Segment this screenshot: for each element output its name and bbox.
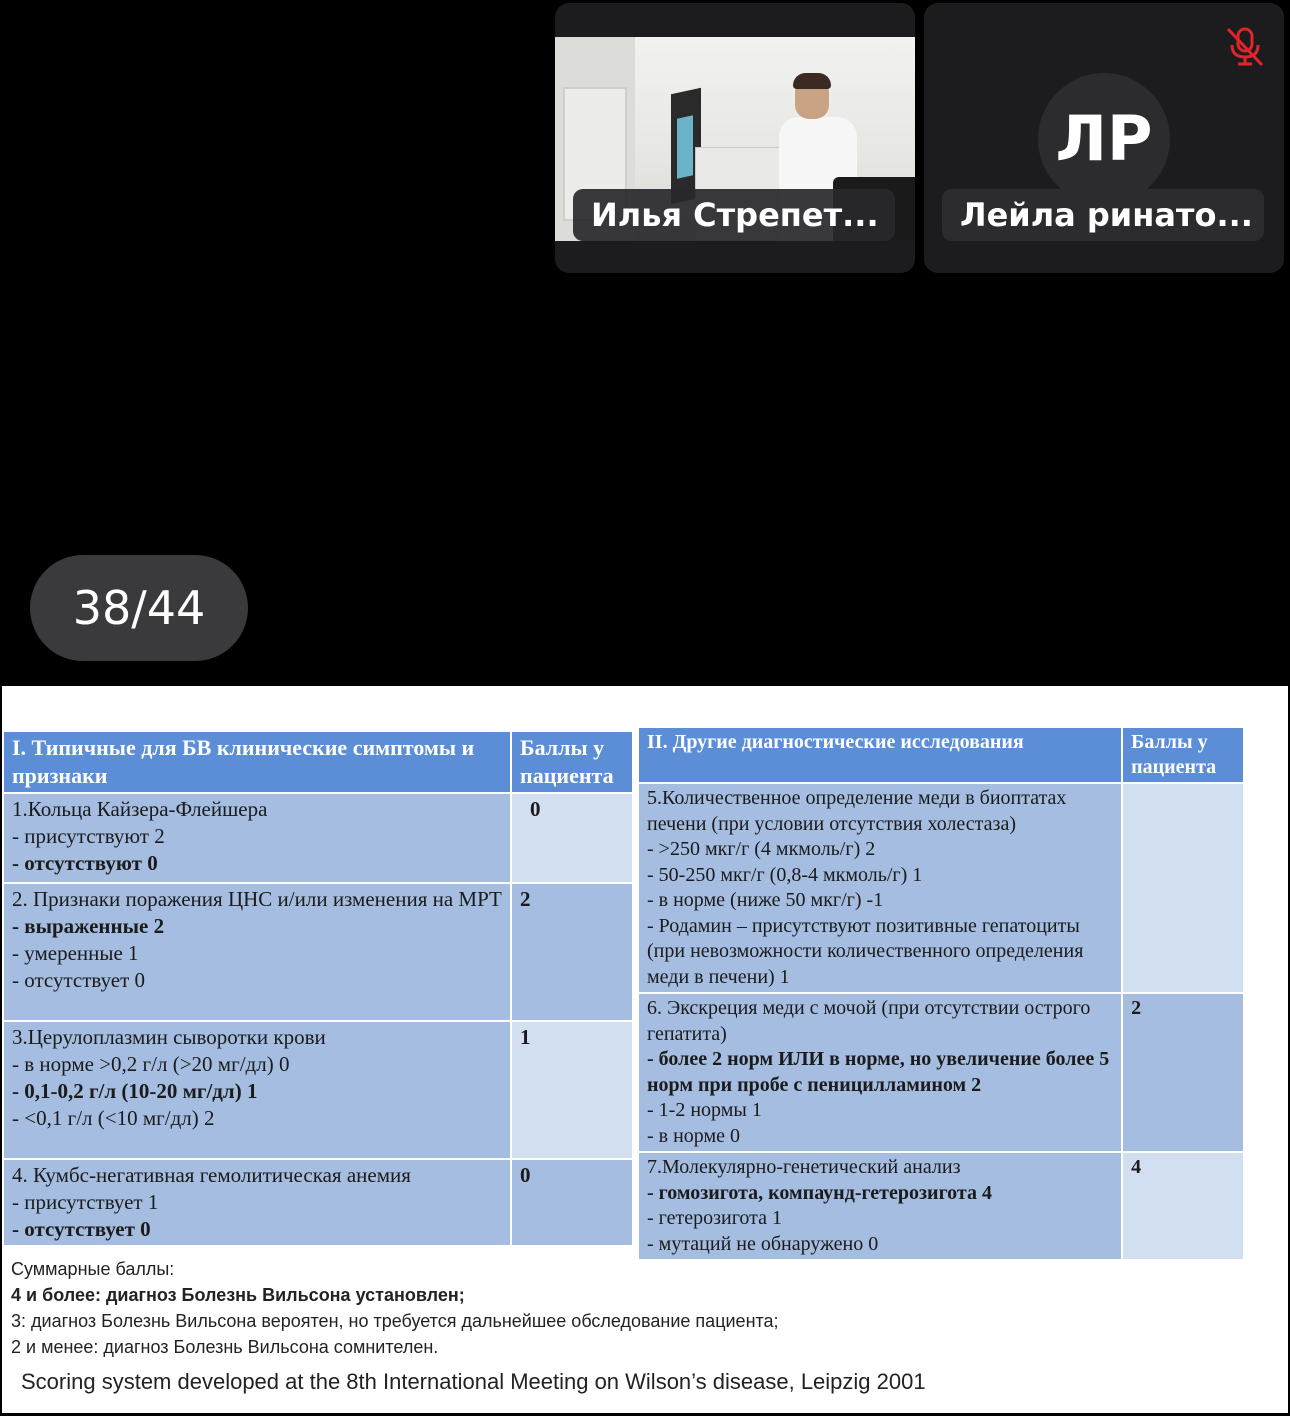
table-header-row xyxy=(3,731,633,793)
summary-line-bold: 4 и более: диагноз Болезнь Вильсона установлен; xyxy=(11,1285,465,1305)
criteria-line: - в норме >0,2 г/л (>20 мг/дл) 0 xyxy=(12,1052,290,1076)
summary-title: Суммарные баллы: xyxy=(11,1259,175,1279)
criteria-line: - 50-250 мкг/г (0,8-4 мкмоль/г) 1 xyxy=(647,863,923,886)
criteria-line-bold: - отсутствует 0 xyxy=(12,1217,151,1241)
criteria-cell xyxy=(3,1159,511,1246)
table-row xyxy=(638,1152,1244,1260)
participant-tile-1[interactable] xyxy=(555,3,915,273)
criteria-title: 2. Признаки поражения ЦНС и/или изменения на МРТ xyxy=(12,887,502,911)
criteria-cell xyxy=(638,1152,1122,1260)
summary-line: 3: диагноз Болезнь Вильсона вероятен, но требуется дальнейшее обследование пациента; xyxy=(11,1311,779,1331)
criteria-title: 4. Кумбс-негативная гемолитическая анемия xyxy=(12,1163,411,1187)
criteria-line: - в норме 0 xyxy=(647,1124,741,1147)
credit-text: Scoring system developed at the 8th International Meeting on Wilson’s disease, Leipzig 2001 xyxy=(21,1369,926,1394)
score-cell: 2 xyxy=(1122,993,1244,1152)
score-cell: 4 xyxy=(1122,1152,1244,1260)
table-header-criteria: II. Другие диагностические исследования xyxy=(638,727,1122,783)
slide-counter: 38/44 xyxy=(30,555,248,661)
table-row xyxy=(3,1159,633,1246)
score-cell: 0 xyxy=(511,793,633,883)
table-header-criteria: I. Типичные для БВ клинические симптомы и признаки xyxy=(3,731,511,793)
criteria-line: - 1-2 нормы 1 xyxy=(647,1099,762,1121)
participant-name: Илья Стрепет... xyxy=(573,189,895,241)
criteria-line: - Родамин – присутствуют позитивные гепатоциты (при невозможности количественного определения меди в печени) 1 xyxy=(647,914,1084,988)
criteria-line-bold: - гомозигота, компаунд-гетерозигота 4 xyxy=(647,1181,992,1204)
criteria-line: - присутствуют 2 xyxy=(12,824,165,848)
summary-block xyxy=(11,1256,779,1360)
score-cell xyxy=(1122,783,1244,993)
table-header-row xyxy=(638,727,1244,783)
criteria-line-bold: - более 2 норм ИЛИ в норме, но увеличение более 5 норм при пробе с пеницилламином 2 xyxy=(647,1048,1110,1096)
criteria-title: 5.Количественное определение меди в биоптатах печени (при условии отсутствия холестаза) xyxy=(647,787,1067,835)
criteria-line: - умеренные 1 xyxy=(12,941,139,965)
table-row xyxy=(3,1021,633,1159)
criteria-title: 7.Молекулярно-генетический анализ xyxy=(647,1156,961,1178)
table-header-score: Баллы у пациента xyxy=(1122,727,1244,783)
criteria-line-bold: - выраженные 2 xyxy=(12,914,165,938)
table-header-score: Баллы у пациента xyxy=(511,731,633,793)
criteria-line: - мутаций не обнаружено 0 xyxy=(647,1232,879,1255)
criteria-line: - в норме (ниже 50 мкг/г) -1 xyxy=(647,889,884,911)
table-row xyxy=(3,793,633,883)
mic-off-icon xyxy=(1222,23,1268,69)
other-tests-table xyxy=(637,726,1245,1261)
criteria-line-bold: - 0,1-0,2 г/л (10-20 мг/дл) 1 xyxy=(12,1079,258,1103)
criteria-title: 3.Церулоплазмин сыворотки крови xyxy=(12,1025,326,1049)
criteria-cell xyxy=(638,783,1122,993)
participant-name: Лейла ринато... xyxy=(942,189,1264,241)
score-cell: 0 xyxy=(511,1159,633,1246)
criteria-cell xyxy=(3,883,511,1021)
criteria-line: - <0,1 г/л (<10 мг/дл) 2 xyxy=(12,1106,215,1130)
criteria-line: - отсутствует 0 xyxy=(12,968,146,992)
participant-tile-2[interactable] xyxy=(924,3,1284,273)
criteria-cell xyxy=(3,793,511,883)
criteria-cell xyxy=(3,1021,511,1159)
criteria-line: - гетерозигота 1 xyxy=(647,1207,782,1229)
criteria-title: 1.Кольца Кайзера-Флейшера xyxy=(12,797,268,821)
clinical-symptoms-table xyxy=(2,730,634,1247)
criteria-line: - присутствует 1 xyxy=(12,1190,159,1214)
criteria-title: 6. Экскреция меди с мочой (при отсутствии острого гепатита) xyxy=(647,997,1091,1045)
table-row xyxy=(638,783,1244,993)
criteria-line-bold: - отсутствуют 0 xyxy=(12,851,158,875)
criteria-cell xyxy=(638,993,1122,1152)
table-row xyxy=(3,883,633,1021)
score-cell: 1 xyxy=(511,1021,633,1159)
criteria-line: - >250 мкг/г (4 мкмоль/г) 2 xyxy=(647,838,876,860)
avatar: ЛР xyxy=(1038,73,1170,205)
summary-line: 2 и менее: диагноз Болезнь Вильсона сомнителен. xyxy=(11,1337,439,1357)
table-row xyxy=(638,993,1244,1152)
shared-slide xyxy=(2,686,1288,1413)
score-cell: 2 xyxy=(511,883,633,1021)
